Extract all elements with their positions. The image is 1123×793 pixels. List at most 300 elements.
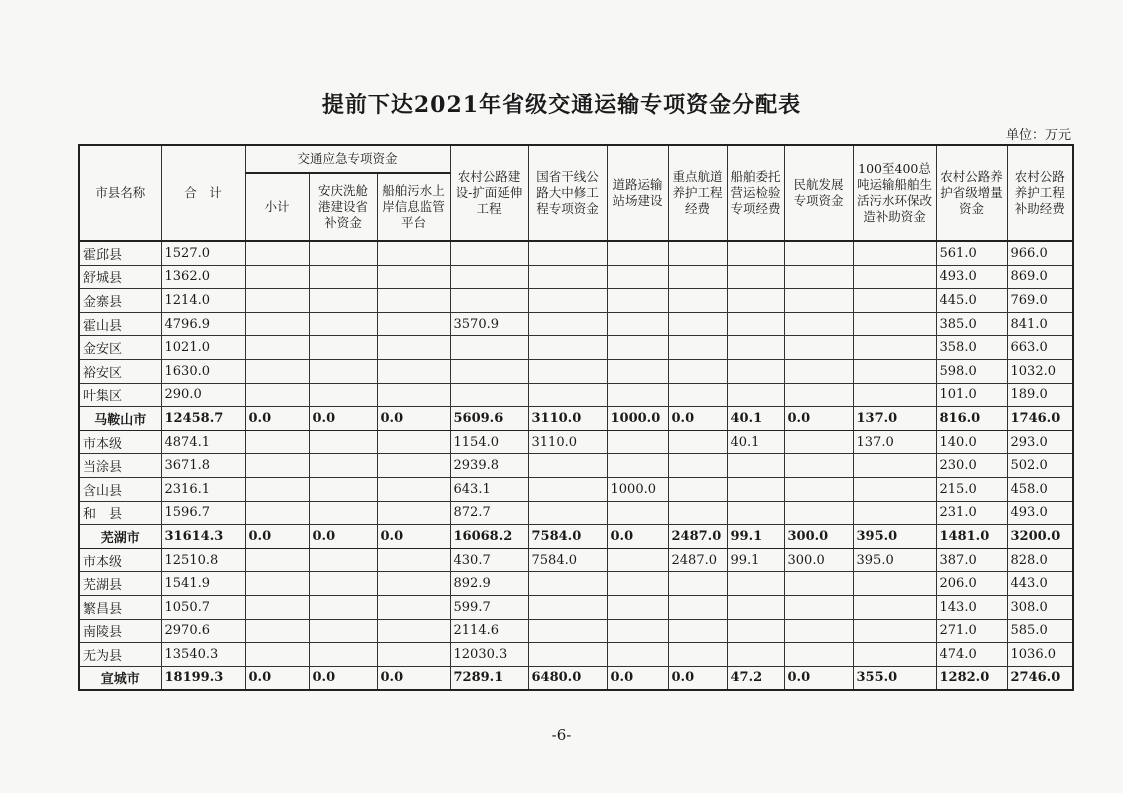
value-cell	[727, 501, 784, 525]
value-cell	[377, 289, 450, 313]
value-cell: 1630.0	[161, 359, 245, 383]
county-name-cell: 宣城市	[79, 666, 161, 690]
value-cell	[668, 383, 727, 407]
value-cell: 300.0	[784, 525, 853, 549]
value-cell	[727, 312, 784, 336]
value-cell	[784, 501, 853, 525]
value-cell: 0.0	[309, 666, 377, 690]
value-cell	[309, 477, 377, 501]
value-cell	[309, 619, 377, 643]
value-cell: 1050.7	[161, 595, 245, 619]
value-cell	[377, 430, 450, 454]
value-cell: 663.0	[1007, 336, 1073, 360]
unit-label: 单位：万元	[1005, 128, 1071, 143]
value-cell	[245, 643, 309, 667]
table-row	[79, 289, 1073, 313]
value-cell: 99.1	[727, 548, 784, 572]
value-cell	[727, 359, 784, 383]
value-cell	[245, 548, 309, 572]
value-cell	[784, 477, 853, 501]
value-cell	[853, 312, 936, 336]
value-cell	[668, 359, 727, 383]
value-cell	[784, 265, 853, 289]
value-cell	[528, 643, 607, 667]
value-cell: 308.0	[1007, 595, 1073, 619]
value-cell	[377, 265, 450, 289]
value-cell: 271.0	[936, 619, 1007, 643]
value-cell	[528, 359, 607, 383]
value-cell	[450, 265, 528, 289]
value-cell	[784, 454, 853, 478]
value-cell	[245, 501, 309, 525]
value-cell	[784, 383, 853, 407]
value-cell: 869.0	[1007, 265, 1073, 289]
value-cell	[245, 430, 309, 454]
header-channel-maintenance: 重点航道养护工程经费	[668, 145, 727, 241]
value-cell: 4796.9	[161, 312, 245, 336]
county-name-cell: 市本级	[79, 430, 161, 454]
value-cell: 293.0	[1007, 430, 1073, 454]
value-cell	[853, 595, 936, 619]
value-cell	[668, 430, 727, 454]
county-name-cell: 繁昌县	[79, 595, 161, 619]
value-cell: 385.0	[936, 312, 1007, 336]
value-cell: 0.0	[668, 407, 727, 431]
value-cell: 3200.0	[1007, 525, 1073, 549]
value-cell	[309, 501, 377, 525]
value-cell	[377, 501, 450, 525]
value-cell	[784, 430, 853, 454]
value-cell	[668, 643, 727, 667]
county-name-cell: 金安区	[79, 336, 161, 360]
value-cell: 0.0	[377, 525, 450, 549]
table-row	[79, 265, 1073, 289]
value-cell: 1154.0	[450, 430, 528, 454]
value-cell	[853, 643, 936, 667]
value-cell: 0.0	[309, 525, 377, 549]
value-cell	[727, 336, 784, 360]
value-cell: 561.0	[936, 241, 1007, 265]
table-row	[79, 312, 1073, 336]
value-cell	[309, 312, 377, 336]
value-cell	[377, 454, 450, 478]
header-rural-maint-subsidy: 农村公路养护工程补助经费	[1007, 145, 1073, 241]
value-cell	[309, 383, 377, 407]
county-name-cell: 市本级	[79, 548, 161, 572]
value-cell: 769.0	[1007, 289, 1073, 313]
value-cell: 2316.1	[161, 477, 245, 501]
value-cell: 474.0	[936, 643, 1007, 667]
value-cell	[607, 501, 668, 525]
value-cell	[245, 241, 309, 265]
value-cell	[853, 265, 936, 289]
value-cell: 828.0	[1007, 548, 1073, 572]
value-cell: 2487.0	[668, 525, 727, 549]
value-cell	[245, 336, 309, 360]
value-cell	[377, 548, 450, 572]
header-emergency-subtotal: 小计	[245, 173, 309, 241]
table-row	[79, 359, 1073, 383]
value-cell	[853, 572, 936, 596]
county-name-cell: 南陵县	[79, 619, 161, 643]
value-cell: 0.0	[377, 666, 450, 690]
value-cell	[309, 643, 377, 667]
value-cell	[528, 383, 607, 407]
value-cell	[607, 359, 668, 383]
value-cell	[528, 572, 607, 596]
value-cell: 892.9	[450, 572, 528, 596]
table-row	[79, 501, 1073, 525]
value-cell	[727, 619, 784, 643]
value-cell	[668, 619, 727, 643]
value-cell: 40.1	[727, 430, 784, 454]
county-name-cell: 芜湖市	[79, 525, 161, 549]
value-cell: 0.0	[784, 666, 853, 690]
table-row	[79, 336, 1073, 360]
county-name-cell: 无为县	[79, 643, 161, 667]
value-cell	[450, 383, 528, 407]
value-cell: 99.1	[727, 525, 784, 549]
value-cell	[377, 595, 450, 619]
value-cell	[245, 383, 309, 407]
value-cell: 2746.0	[1007, 666, 1073, 690]
value-cell	[309, 359, 377, 383]
value-cell: 3110.0	[528, 430, 607, 454]
value-cell: 0.0	[245, 407, 309, 431]
value-cell: 3671.8	[161, 454, 245, 478]
value-cell: 189.0	[1007, 383, 1073, 407]
value-cell	[245, 359, 309, 383]
value-cell: 443.0	[1007, 572, 1073, 596]
value-cell	[245, 477, 309, 501]
value-cell	[727, 241, 784, 265]
value-cell	[668, 265, 727, 289]
value-cell: 1036.0	[1007, 643, 1073, 667]
value-cell	[607, 265, 668, 289]
value-cell	[727, 265, 784, 289]
value-cell: 140.0	[936, 430, 1007, 454]
county-name-cell: 当涂县	[79, 454, 161, 478]
value-cell	[450, 359, 528, 383]
value-cell	[309, 548, 377, 572]
value-cell	[309, 595, 377, 619]
value-cell	[853, 619, 936, 643]
value-cell	[853, 359, 936, 383]
county-name-cell: 霍邱县	[79, 241, 161, 265]
value-cell	[309, 572, 377, 596]
value-cell	[309, 241, 377, 265]
value-cell	[607, 241, 668, 265]
city-subtotal-row	[79, 525, 1073, 549]
county-name-cell: 舒城县	[79, 265, 161, 289]
value-cell: 0.0	[377, 407, 450, 431]
value-cell: 816.0	[936, 407, 1007, 431]
value-cell: 599.7	[450, 595, 528, 619]
value-cell: 3110.0	[528, 407, 607, 431]
value-cell	[528, 595, 607, 619]
value-cell	[245, 572, 309, 596]
table-row	[79, 241, 1073, 265]
value-cell: 231.0	[936, 501, 1007, 525]
value-cell: 300.0	[784, 548, 853, 572]
table-row	[79, 383, 1073, 407]
page-number: -6-	[551, 726, 572, 744]
value-cell	[377, 383, 450, 407]
value-cell	[607, 548, 668, 572]
county-name-cell: 含山县	[79, 477, 161, 501]
value-cell	[784, 289, 853, 313]
value-cell	[727, 477, 784, 501]
city-subtotal-row	[79, 407, 1073, 431]
value-cell: 16068.2	[450, 525, 528, 549]
value-cell: 3570.9	[450, 312, 528, 336]
value-cell: 1032.0	[1007, 359, 1073, 383]
value-cell	[309, 289, 377, 313]
header-emergency-fund: 交通应急专项资金	[245, 145, 450, 173]
value-cell: 1596.7	[161, 501, 245, 525]
value-cell: 290.0	[161, 383, 245, 407]
value-cell: 1481.0	[936, 525, 1007, 549]
header-pollution-platform: 船舶污水上岸信息监管平台	[377, 173, 450, 241]
county-name-cell: 马鞍山市	[79, 407, 161, 431]
value-cell: 1282.0	[936, 666, 1007, 690]
header-ship-retrofit: 100至400总吨运输船舶生活污水环保改造补助资金	[853, 145, 936, 241]
value-cell: 47.2	[727, 666, 784, 690]
value-cell	[853, 454, 936, 478]
value-cell	[377, 241, 450, 265]
value-cell	[727, 572, 784, 596]
value-cell: 143.0	[936, 595, 1007, 619]
value-cell: 1000.0	[607, 407, 668, 431]
value-cell: 355.0	[853, 666, 936, 690]
value-cell	[607, 336, 668, 360]
table-row	[79, 548, 1073, 572]
value-cell	[784, 595, 853, 619]
value-cell: 137.0	[853, 430, 936, 454]
value-cell	[528, 312, 607, 336]
value-cell: 215.0	[936, 477, 1007, 501]
value-cell	[668, 289, 727, 313]
value-cell	[668, 454, 727, 478]
value-cell	[853, 477, 936, 501]
value-cell	[377, 619, 450, 643]
table-row	[79, 430, 1073, 454]
value-cell	[245, 595, 309, 619]
table-row	[79, 619, 1073, 643]
value-cell	[668, 241, 727, 265]
value-cell	[668, 501, 727, 525]
value-cell	[784, 312, 853, 336]
value-cell: 1362.0	[161, 265, 245, 289]
value-cell: 2114.6	[450, 619, 528, 643]
value-cell	[784, 241, 853, 265]
value-cell: 137.0	[853, 407, 936, 431]
value-cell	[607, 595, 668, 619]
value-cell	[377, 336, 450, 360]
value-cell	[784, 359, 853, 383]
value-cell	[727, 454, 784, 478]
value-cell	[309, 430, 377, 454]
value-cell: 387.0	[936, 548, 1007, 572]
value-cell: 2970.6	[161, 619, 245, 643]
value-cell	[528, 336, 607, 360]
value-cell	[668, 572, 727, 596]
value-cell	[245, 265, 309, 289]
value-cell	[607, 383, 668, 407]
table-row	[79, 454, 1073, 478]
header-total: 合 计	[161, 145, 245, 241]
value-cell: 598.0	[936, 359, 1007, 383]
value-cell: 0.0	[245, 525, 309, 549]
value-cell: 40.1	[727, 407, 784, 431]
value-cell: 18199.3	[161, 666, 245, 690]
value-cell: 6480.0	[528, 666, 607, 690]
value-cell: 493.0	[936, 265, 1007, 289]
table-row	[79, 643, 1073, 667]
value-cell	[528, 454, 607, 478]
value-cell	[727, 595, 784, 619]
value-cell: 7584.0	[528, 548, 607, 572]
county-name-cell: 裕安区	[79, 359, 161, 383]
table-row	[79, 572, 1073, 596]
county-name-cell: 霍山县	[79, 312, 161, 336]
value-cell	[853, 289, 936, 313]
value-cell	[528, 265, 607, 289]
value-cell	[853, 336, 936, 360]
value-cell: 1214.0	[161, 289, 245, 313]
city-subtotal-row	[79, 666, 1073, 690]
value-cell: 0.0	[607, 525, 668, 549]
value-cell: 872.7	[450, 501, 528, 525]
value-cell: 445.0	[936, 289, 1007, 313]
value-cell: 966.0	[1007, 241, 1073, 265]
value-cell: 5609.6	[450, 407, 528, 431]
value-cell: 0.0	[668, 666, 727, 690]
value-cell	[309, 454, 377, 478]
value-cell: 1746.0	[1007, 407, 1073, 431]
value-cell	[668, 595, 727, 619]
header-national-road-repair: 国省干线公路大中修工程专项资金	[528, 145, 607, 241]
table-row	[79, 595, 1073, 619]
value-cell: 493.0	[1007, 501, 1073, 525]
value-cell	[528, 501, 607, 525]
value-cell: 13540.3	[161, 643, 245, 667]
value-cell	[668, 336, 727, 360]
value-cell: 0.0	[245, 666, 309, 690]
allocation-table	[78, 144, 1074, 691]
table-row	[79, 477, 1073, 501]
value-cell: 12458.7	[161, 407, 245, 431]
value-cell	[528, 289, 607, 313]
value-cell: 206.0	[936, 572, 1007, 596]
value-cell: 430.7	[450, 548, 528, 572]
value-cell: 395.0	[853, 548, 936, 572]
value-cell: 2939.8	[450, 454, 528, 478]
value-cell	[528, 241, 607, 265]
header-county-name: 市县名称	[79, 145, 161, 241]
value-cell	[450, 336, 528, 360]
header-rural-maint-increment: 农村公路养护省级增量资金	[936, 145, 1007, 241]
header-aviation-fund: 民航发展专项资金	[784, 145, 853, 241]
table-title: 提前下达2021年省级交通运输专项资金分配表	[321, 92, 802, 118]
value-cell	[607, 572, 668, 596]
value-cell	[309, 265, 377, 289]
value-cell	[245, 619, 309, 643]
value-cell: 230.0	[936, 454, 1007, 478]
value-cell	[784, 643, 853, 667]
value-cell	[668, 477, 727, 501]
value-cell	[377, 643, 450, 667]
value-cell: 643.1	[450, 477, 528, 501]
value-cell: 7289.1	[450, 666, 528, 690]
value-cell	[853, 383, 936, 407]
value-cell: 502.0	[1007, 454, 1073, 478]
header-station-construction: 道路运输站场建设	[607, 145, 668, 241]
county-name-cell: 叶集区	[79, 383, 161, 407]
header-ship-inspection: 船舶委托营运检验专项经费	[727, 145, 784, 241]
value-cell	[784, 619, 853, 643]
value-cell	[607, 312, 668, 336]
value-cell	[528, 619, 607, 643]
county-name-cell: 金寨县	[79, 289, 161, 313]
value-cell	[377, 572, 450, 596]
value-cell: 1000.0	[607, 477, 668, 501]
county-name-cell: 和 县	[79, 501, 161, 525]
value-cell: 395.0	[853, 525, 936, 549]
value-cell	[784, 572, 853, 596]
value-cell: 1021.0	[161, 336, 245, 360]
value-cell: 101.0	[936, 383, 1007, 407]
value-cell	[727, 643, 784, 667]
value-cell	[528, 477, 607, 501]
value-cell: 458.0	[1007, 477, 1073, 501]
value-cell: 1541.9	[161, 572, 245, 596]
value-cell	[853, 501, 936, 525]
table-body	[79, 241, 1073, 690]
header-rural-road-construction: 农村公路建设-扩面延伸工程	[450, 145, 528, 241]
value-cell	[727, 383, 784, 407]
value-cell	[668, 312, 727, 336]
value-cell: 4874.1	[161, 430, 245, 454]
value-cell: 358.0	[936, 336, 1007, 360]
value-cell	[607, 289, 668, 313]
value-cell	[245, 289, 309, 313]
value-cell	[377, 477, 450, 501]
value-cell: 12510.8	[161, 548, 245, 572]
value-cell	[377, 312, 450, 336]
value-cell: 31614.3	[161, 525, 245, 549]
value-cell	[450, 289, 528, 313]
value-cell	[607, 619, 668, 643]
value-cell: 0.0	[784, 407, 853, 431]
value-cell	[607, 643, 668, 667]
value-cell: 841.0	[1007, 312, 1073, 336]
value-cell	[450, 241, 528, 265]
value-cell	[607, 454, 668, 478]
value-cell	[377, 359, 450, 383]
value-cell	[245, 312, 309, 336]
value-cell	[245, 454, 309, 478]
county-name-cell: 芜湖县	[79, 572, 161, 596]
value-cell: 12030.3	[450, 643, 528, 667]
value-cell	[607, 430, 668, 454]
value-cell	[853, 241, 936, 265]
value-cell	[784, 336, 853, 360]
value-cell	[309, 336, 377, 360]
value-cell: 1527.0	[161, 241, 245, 265]
value-cell	[727, 289, 784, 313]
value-cell: 0.0	[607, 666, 668, 690]
